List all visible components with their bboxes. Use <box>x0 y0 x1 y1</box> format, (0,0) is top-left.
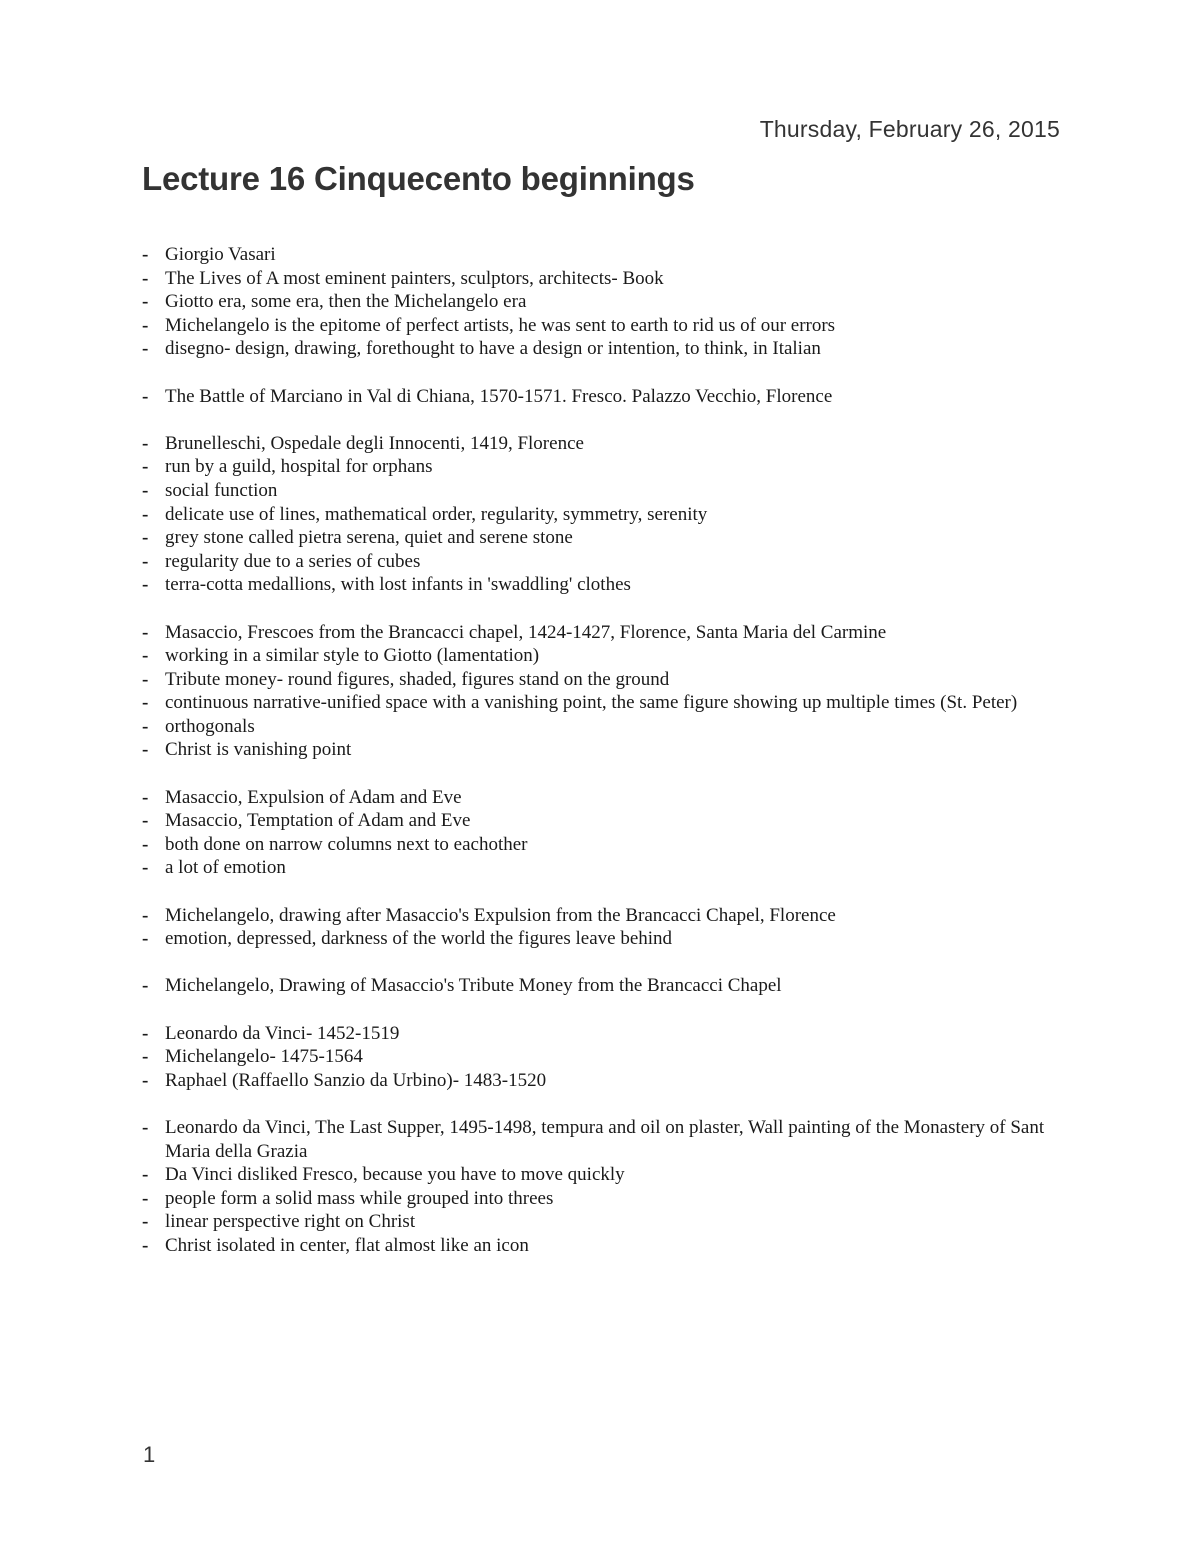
list-item: - continuous narrative-unified space with a vanishing point, the same figure showing up multiple times (St. Peter) <box>142 691 1062 715</box>
list-item: - emotion, depressed, darkness of the world the figures leave behind <box>142 927 1062 951</box>
list-item: - both done on narrow columns next to eachother <box>142 833 1062 857</box>
page-number: 1 <box>143 1442 156 1467</box>
notes-group-battle-of-marciano <box>142 385 1062 409</box>
list-item: - The Lives of A most eminent painters, sculptors, architects- Book <box>142 267 1062 291</box>
notes-group-masaccio-brancacci <box>142 621 1062 763</box>
notes-group-michelangelo-tribute <box>142 974 1062 998</box>
list-item: - Michelangelo is the epitome of perfect artists, he was sent to earth to rid us of our errors <box>142 314 1062 338</box>
list-item: - Giorgio Vasari <box>142 243 1062 267</box>
notes-group-michelangelo-expulsion <box>142 904 1062 951</box>
notes-group-vasari <box>142 243 1062 361</box>
list-item: - orthogonals <box>142 715 1062 739</box>
page-title: Lecture 16 Cinquecento beginnings <box>142 160 695 197</box>
notes-group-last-supper <box>142 1116 1062 1258</box>
list-item: - a lot of emotion <box>142 856 1062 880</box>
list-item: - Tribute money- round figures, shaded, figures stand on the ground <box>142 668 1062 692</box>
list-item: - Masaccio, Expulsion of Adam and Eve <box>142 786 1062 810</box>
lecture-date: Thursday, February 26, 2015 <box>759 116 1060 142</box>
list-item: - Brunelleschi, Ospedale degli Innocenti, 1419, Florence <box>142 432 1062 456</box>
list-item: - regularity due to a series of cubes <box>142 550 1062 574</box>
list-item: - Giotto era, some era, then the Michelangelo era <box>142 290 1062 314</box>
list-item: - working in a similar style to Giotto (lamentation) <box>142 644 1062 668</box>
notes-group-artist-dates <box>142 1022 1062 1093</box>
list-item: - people form a solid mass while grouped into threes <box>142 1187 1062 1211</box>
list-item: - Leonardo da Vinci, The Last Supper, 1495-1498, tempura and oil on plaster, Wall painting of the Monastery of Sant Maria della Grazia <box>142 1116 1062 1163</box>
list-item: - Raphael (Raffaello Sanzio da Urbino)- 1483-1520 <box>142 1069 1062 1093</box>
list-item: - linear perspective right on Christ <box>142 1210 1062 1234</box>
list-item: - terra-cotta medallions, with lost infants in 'swaddling' clothes <box>142 573 1062 597</box>
list-item: - disegno- design, drawing, forethought to have a design or intention, to think, in Italian <box>142 337 1062 361</box>
list-item: - grey stone called pietra serena, quiet and serene stone <box>142 526 1062 550</box>
notes-group-masaccio-adam-eve <box>142 786 1062 880</box>
list-item: - The Battle of Marciano in Val di Chiana, 1570-1571. Fresco. Palazzo Vecchio, Florence <box>142 385 1062 409</box>
lecture-notes <box>142 243 1062 1281</box>
list-item: - Michelangelo- 1475-1564 <box>142 1045 1062 1069</box>
list-item: - Christ is vanishing point <box>142 738 1062 762</box>
list-item: - Michelangelo, Drawing of Masaccio's Tribute Money from the Brancacci Chapel <box>142 974 1062 998</box>
list-item: - Christ isolated in center, flat almost like an icon <box>142 1234 1062 1258</box>
list-item: - run by a guild, hospital for orphans <box>142 455 1062 479</box>
list-item: - Da Vinci disliked Fresco, because you have to move quickly <box>142 1163 1062 1187</box>
list-item: - Masaccio, Frescoes from the Brancacci chapel, 1424-1427, Florence, Santa Maria del Carmine <box>142 621 1062 645</box>
list-item: - Michelangelo, drawing after Masaccio's Expulsion from the Brancacci Chapel, Florence <box>142 904 1062 928</box>
list-item: - Leonardo da Vinci- 1452-1519 <box>142 1022 1062 1046</box>
notes-group-brunelleschi <box>142 432 1062 597</box>
list-item: - Masaccio, Temptation of Adam and Eve <box>142 809 1062 833</box>
list-item: - social function <box>142 479 1062 503</box>
list-item: - delicate use of lines, mathematical order, regularity, symmetry, serenity <box>142 503 1062 527</box>
